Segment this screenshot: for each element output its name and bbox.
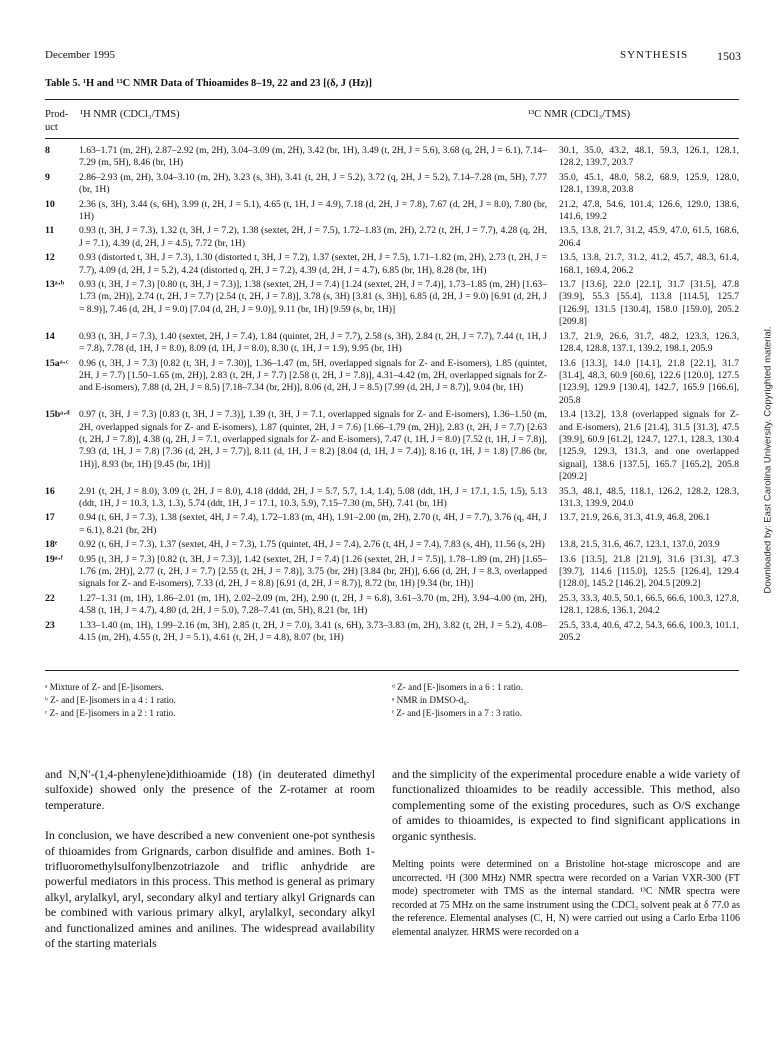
- h-nmr-cell: 0.92 (t, 6H, J = 7.3), 1.37 (sextet, 4H, J = 7.3), 1.75 (quintet, 4H, J = 7.4), 2.76 (t, 4H, J = 7.4), 7.83 (s, 4H), 11.56 (s, 2H): [79, 539, 545, 551]
- h-nmr-cell: 0.97 (t, 3H, J = 7.3) [0.83 (t, 3H, J = 7.3)], 1.39 (t, 3H, J = 7.1, overlapped signals for Z- and E-isomers), 1.36–1.50 (m, 2H, overlapped signals for Z- and E-isomers), 1.87 (quintet, 2H, J = 7.6) [1.66–1.79 (m, 2H)], 2.83 (t, 2H, J = 7.7) [2.63 (t, 2H, J = 7.8)], 4.38 (q, 2H, J = 7.1, overlapped signals for Z- and E-isomers), 7.47 (t, 1H, J = 8.0) [7.52 (t, 1H, J = 7.8)], 7.93 (d, 1H, J = 7.8) [7.36 (d, 2H, J = 7.7)], 8.11 (d, 1H, J = 8.2) [8.04 (d, 1H, J = 7.4)], 8.16 (t, 1H, J = 1.8) [7.86 (br, 1H)], 8.93 (br, 1H) [9.45 (br, 1H)]: [79, 409, 547, 470]
- compound-cell: 13ᵃ·ᵇ: [45, 279, 65, 291]
- h-nmr-cell: 1.63–1.71 (m, 2H), 2.87–2.92 (m, 2H), 3.04–3.09 (m, 2H), 3.42 (br, 1H), 3.49 (t, 2H, J = 5.6), 3.68 (q, 2H, J = 6.1), 7.14–7.29 (m, 5H), 8.46 (br, 1H): [79, 145, 547, 169]
- compound-cell: 11: [45, 225, 55, 237]
- c-nmr-cell: 21.2, 47.8, 54.6, 101.4, 126.6, 129.0, 138.6, 141.6, 199.2: [559, 198, 739, 223]
- paragraph: and the simplicity of the experimental procedure enable a wide variety of functionalized thioamides to be readily accessible. This method, also complementing some of the existing procedures, such as O/S exchange of amides to thioamides, is expected to find significant applications in organic synthesis.: [392, 767, 740, 843]
- table-top-rule: [45, 99, 739, 100]
- compound-cell: 8: [45, 145, 50, 156]
- table-header-rule: [45, 138, 739, 139]
- column-header-13c-nmr: ¹³C NMR (CDCl₃/TMS): [528, 109, 631, 120]
- table-row: [45, 199, 739, 224]
- page-number: 1503: [717, 49, 741, 63]
- h-nmr-cell: 0.94 (t, 6H, J = 7.3), 1.38 (sextet, 4H, J = 7.4), 1.72–1.83 (m, 4H), 1.91–2.00 (m, 2H), 2.70 (t, 4H, J = 7.7), 3.76 (q, 4H, J = 6.1), 8.21 (br, 2H): [79, 512, 547, 536]
- compound-cell: 10: [45, 198, 55, 210]
- footnote: ᵇ Z- and [E-]isomers in a 4 : 1 ratio.: [45, 695, 176, 705]
- page-header: [45, 49, 741, 65]
- table-row: [45, 279, 739, 329]
- compound-cell: 9: [45, 171, 50, 183]
- compound-cell: 14: [45, 330, 55, 342]
- footnote: ᶠ Z- and [E-]isomers in a 7 : 3 ratio.: [392, 708, 522, 718]
- table-row: [45, 358, 739, 408]
- table-row: [45, 486, 739, 511]
- compound-cell: 22: [45, 592, 55, 604]
- table-row: [45, 409, 739, 483]
- paragraph: and N,N′-(1,4-phenylene)dithioamide (18) (in deuterated dimethyl sulfoxide) showed only the presence of the Z-rotamer at room temperature.: [45, 767, 375, 812]
- h-nmr-cell: 0.95 (t, 3H, J = 7.3) [0.82 (t, 3H, J = 7.3)], 1.42 (sextet, 2H, J = 7.4) [1.26 (sextet, 2H, J = 7.5)], 1.78–1.89 (m, 2H) [1.65–1.76 (m, 2H)], 2.77 (t, 2H, J = 7.7) [2.55 (t, 2H, J = 7.8)], 3.75 (br, 2H) [3.84 (br, 2H)], 6.66 (d, 2H, J = 8.3, overlapped signals for Z- and E-isomers), 7.33 (d, 2H, J = 8.8) [6.91 (d, 2H, J = 8.7)], 8.72 (br, 1H) [9.34 (br, 1H)]: [79, 553, 547, 590]
- table-row: [45, 225, 739, 250]
- c-nmr-cell: 13.8, 21.5, 31.6, 46.7, 123.1, 137.0, 203.9: [559, 539, 720, 551]
- compound-cell: 16: [45, 485, 55, 497]
- table-row: [45, 331, 739, 356]
- h-nmr-cell: 0.93 (t, 3H, J = 7.3), 1.40 (sextet, 2H, J = 7.4), 1.84 (quintet, 2H, J = 7.7), 2.58 (s, 3H), 2.84 (t, 2H, J = 7.7), 7.44 (t, 1H, J = 7.8), 7.78 (d, 1H, J = 8.0), 8.09 (d, 1H, J = 8.0), 8.30 (t, 1H, J = 1.9), 9.95 (br, 1H): [79, 330, 547, 355]
- footnote: ᵈ Z- and [E-]isomers in a 6 : 1 ratio.: [392, 682, 523, 692]
- table-row: [45, 145, 739, 170]
- c-nmr-cell: 13.7, 21.9, 26.6, 31.3, 41.9, 46.8, 206.1: [559, 512, 711, 524]
- c-nmr-cell: 13.4 [13.2], 13.8 (overlapped signals for Z- and E-isomers), 21.6 [21.4], 31.5 [31.3], 47.5 [39.9], 60.9 [61.2], 124.7, 127.1, 128.3, 130.4 [125.9, 129.3, 131.3, and one overlapped signal], 138.6 [137.5], 165.7 [165.2], 205.8 [209.2]: [559, 409, 739, 483]
- table-row: [45, 172, 739, 197]
- footnote: ᵉ NMR in DMSO-d₆.: [392, 695, 470, 705]
- h-nmr-cell: 2.36 (s, 3H), 3.44 (s, 6H), 3.99 (t, 2H, J = 5.1), 4.65 (t, 1H, J = 4.9), 7.18 (d, 2H, J = 7.8), 7.67 (d, 2H, J = 8.0), 7.80 (br, 1H): [79, 198, 547, 223]
- table-caption: Table 5. ¹H and ¹³C NMR Data of Thioamides 8–19, 22 and 23 [(δ, J (Hz)]: [45, 78, 372, 89]
- c-nmr-cell: 35.0, 45.1, 48.0, 58.2, 68.9, 125.9, 128.0, 128.1, 139.8, 203.8: [559, 171, 739, 196]
- c-nmr-cell: 13.5, 13.8, 21.7, 31.2, 45.9, 47.0, 61.5, 168.6, 206.4: [559, 225, 739, 249]
- c-nmr-cell: 13.6 [13.5], 21.8 [21.9], 31.6 [31.3], 47.3 [39.7], 114.6 [115.0], 125.5 [126.4], 129.4 [128.0], 145.2 [146.2], 204.5 [209.2]: [559, 553, 739, 590]
- body-column-right: [392, 767, 740, 954]
- footnote: ᵃ Mixture of Z- and [E-]isomers.: [45, 682, 164, 692]
- footnote: ᶜ Z- and [E-]isomers in a 2 : 1 ratio.: [45, 708, 176, 718]
- c-nmr-cell: 35.3, 48.1, 48.5, 118.1, 126.2, 128.2, 128.3, 131.3, 139.9, 204.0: [559, 485, 739, 509]
- h-nmr-cell: 1.33–1.40 (m, 1H), 1.99–2.16 (m, 3H), 2.85 (t, 2H, J = 7.0), 3.41 (s, 6H), 3.73–3.83 (m, 2H), 3.82 (t, 2H, J = 5.2), 4.08–4.15 (m, 2H), 4.55 (t, 2H, J = 5.1), 4.61 (t, 2H, J = 4.8), 8.07 (br, 1H): [79, 619, 547, 644]
- column-header-product: Prod-uct: [45, 109, 69, 133]
- c-nmr-cell: 25.5, 33.4, 40.6, 47.2, 54.3, 66.6, 100.3, 101.1, 205.2: [559, 619, 739, 644]
- table-row: [45, 539, 739, 551]
- compound-cell: 12: [45, 252, 55, 264]
- c-nmr-cell: 13.6 [13.3], 14.0 [14.1], 21.8 [22.1], 31.7 [31.4], 48.3, 60.9 [60.6], 122.6 [120.0], 127.5 [123.9], 129.9 [130.4], 142.7, 165.9 [166.6], 205.8: [559, 357, 739, 406]
- journal-name: SYNTHESIS: [620, 49, 689, 61]
- h-nmr-cell: 0.93 (t, 3H, J = 7.3), 1.32 (t, 3H, J = 7.2), 1.38 (sextet, 2H, J = 7.5), 1.72–1.83 (m, 2H), 2.72 (t, 2H, J = 7.7), 4.28 (q, 2H, J = 7.1), 4.39 (d, 2H, J = 4.5), 7.72 (br, 1H): [79, 225, 547, 249]
- compound-cell: 18ᵉ: [45, 539, 58, 551]
- c-nmr-cell: 30.1, 35.0, 43.2, 48.1, 59.3, 126.1, 128.1, 128.2, 139.7, 203.7: [559, 145, 739, 169]
- compound-cell: 23: [45, 619, 55, 631]
- issue-date: December 1995: [45, 49, 115, 61]
- compound-cell: 15aᵃ·ᶜ: [45, 357, 69, 369]
- column-header-1h-nmr: ¹H NMR (CDCl₃/TMS): [80, 109, 180, 120]
- paragraph: In conclusion, we have described a new convenient one-pot synthesis of thioamides from Grignards, carbon disulfide and amines. Both 1-trifluoromethylsulfonylbenzotriazole and triflic anhydride are powerful mediators in this process. This method is general as primary alkyl, arylalkyl, aryl, secondary alkyl and tertiary alkyl Grignards can be combined with various primary alkyl, arylalkyl, secondary alkyl and functionalized amines and anilines. The widespread availability of the starting materials: [45, 828, 375, 951]
- table-row: [45, 512, 739, 537]
- h-nmr-cell: 2.86–2.93 (m, 2H), 3.04–3.10 (m, 2H), 3.23 (s, 3H), 3.41 (t, 2H, J = 5.2), 3.72 (q, 2H, J = 5.2), 7.14–7.28 (m, 5H), 7.77 (br, 1H): [79, 171, 547, 196]
- h-nmr-cell: 1.27–1.31 (m, 1H), 1.86–2.01 (m, 1H), 2.02–2.09 (m, 2H), 2.90 (t, 2H, J = 6.8), 3.61–3.70 (m, 2H), 3.94–4.00 (m, 2H), 4.58 (t, 1H, J = 4.7), 4.80 (d, 2H, J = 5.0), 7.28–7.41 (m, 5H), 8.21 (br, 1H): [79, 592, 547, 617]
- table-row: [45, 554, 739, 591]
- c-nmr-cell: 13.5, 13.8, 21.7, 31.2, 41.2, 45.7, 48.3, 61.4, 168.1, 169.4, 206.2: [559, 252, 739, 276]
- nmr-data-table: [45, 145, 739, 646]
- c-nmr-cell: 13.7, 21.9, 26.6, 31.7, 48.2, 123.3, 126.3, 128.4, 128.8, 137.1, 139.2, 198.1, 205.9: [559, 330, 739, 355]
- h-nmr-cell: 0.93 (distorted t, 3H, J = 7.3), 1.30 (distorted t, 3H, J = 7.2), 1.37 (sextet, 2H, J = 7.5), 1.71–1.82 (m, 2H), 2.73 (t, 2H, J = 7.7), 4.09 (d, 2H, J = 5.2), 4.24 (distorted q, 2H, J = 7.2), 4.39 (d, 2H, J = 4.7), 6.85 (br, 1H), 8.28 (br, 1H): [79, 252, 547, 276]
- download-watermark: [760, 250, 776, 670]
- h-nmr-cell: 0.93 (t, 3H, J = 7.3) [0.80 (t, 3H, J = 7.3)], 1.38 (sextet, 2H, J = 7.4) [1.24 (sextet, 2H, J = 7.4)], 1.73–1.85 (m, 2H) [1.63–1.73 (m, 2H)], 2.74 (t, 2H, J = 7.7) [2.54 (t, 2H, J = 7.8)], 3.78 (s, 3H) [3.81 (s, 3H)], 6.85 (d, 2H, J = 9.0) [6.91 (d, 2H, J = 8.9)], 7.46 (d, 2H, J = 9.0) [7.04 (d, 2H, J = 9.0)], 9.11 (br, 1H) [9.59 (s, br, 1H)]: [79, 279, 547, 315]
- table-row: [45, 252, 739, 277]
- table-row: [45, 620, 739, 645]
- compound-cell: 15bᵃ·ᵈ: [45, 409, 70, 421]
- table-row: [45, 593, 739, 618]
- footnotes-left: [45, 681, 176, 720]
- c-nmr-cell: 25.3, 33.3, 40.5, 50.1, 66.5, 66.6, 100.3, 127.8, 128.1, 128.6, 136.1, 204.2: [559, 592, 739, 617]
- compound-cell: 19ᵃ·ᶠ: [45, 553, 63, 565]
- c-nmr-cell: 13.7 [13.6], 22.0 [22.1], 31.7 [31.5], 47.8 [39.9], 55.3 [55.4], 113.8 [114.5], 125.7 [126.9], 131.5 [130.4], 158.0 [159.0], 205.2 [209.8]: [559, 279, 739, 328]
- h-nmr-cell: 2.91 (t, 2H, J = 8.0), 3.09 (t, 2H, J = 8.0), 4.18 (dddd, 2H, J = 5.7, 5.7, 1.4, 1.4), 5.08 (ddt, 1H, J = 17.1, 1.5, 1.5), 5.13 (ddt, 1H, J = 10.3, 1.3, 1.3), 5.74 (ddt, 1H, J = 17.1, 10.3, 5.9), 7.15–7.30 (m, 5H), 7.41 (br, 1H): [79, 485, 547, 509]
- experimental-paragraph: Melting points were determined on a Bristoline hot-stage microscope and are uncorrected. ¹H (300 MHz) NMR spectra were recorded on a Varian VXR-300 (FT mode) spectrometer with TMS as the internal standard. ¹³C NMR spectra were recorded at 75 MHz on the same instrument using the CDCl₃ solvent peak at δ 77.0 as the reference. Elemental analyses (C, H, N) were carried out using a Carlo Erba 1106 elemental analyzer. HRMS were recorded on a: [392, 859, 740, 938]
- download-notice: Downloaded by: East Carolina University. Copyrighted material.: [762, 326, 774, 594]
- compound-cell: 17: [45, 512, 55, 524]
- h-nmr-cell: 0.96 (t, 3H, J = 7.3) [0.82 (t, 3H, J = 7.30)], 1.36–1.47 (m, 5H, overlapped signals for Z- and E-isomers), 1.85 (quintet, 2H, J = 7.7) [1.50–1.65 (m, 2H)], 2.83 (t, 2H, J = 7.7) [2.58 (t, 2H, J = 7.8)], 4.31–4.42 (m, 2H, overlapped signals for Z- and E-isomers), 7.88 (d, 2H, J = 8.5) [7.18–7.34 (br, 2H)], 8.06 (d, 2H, J = 8.5) [7.99 (d, 2H, J = 8.7)], 9.04 (br, 1H): [79, 357, 547, 394]
- footnotes-right: [392, 681, 523, 720]
- body-column-left: [45, 767, 375, 966]
- table-bottom-rule: [45, 670, 739, 671]
